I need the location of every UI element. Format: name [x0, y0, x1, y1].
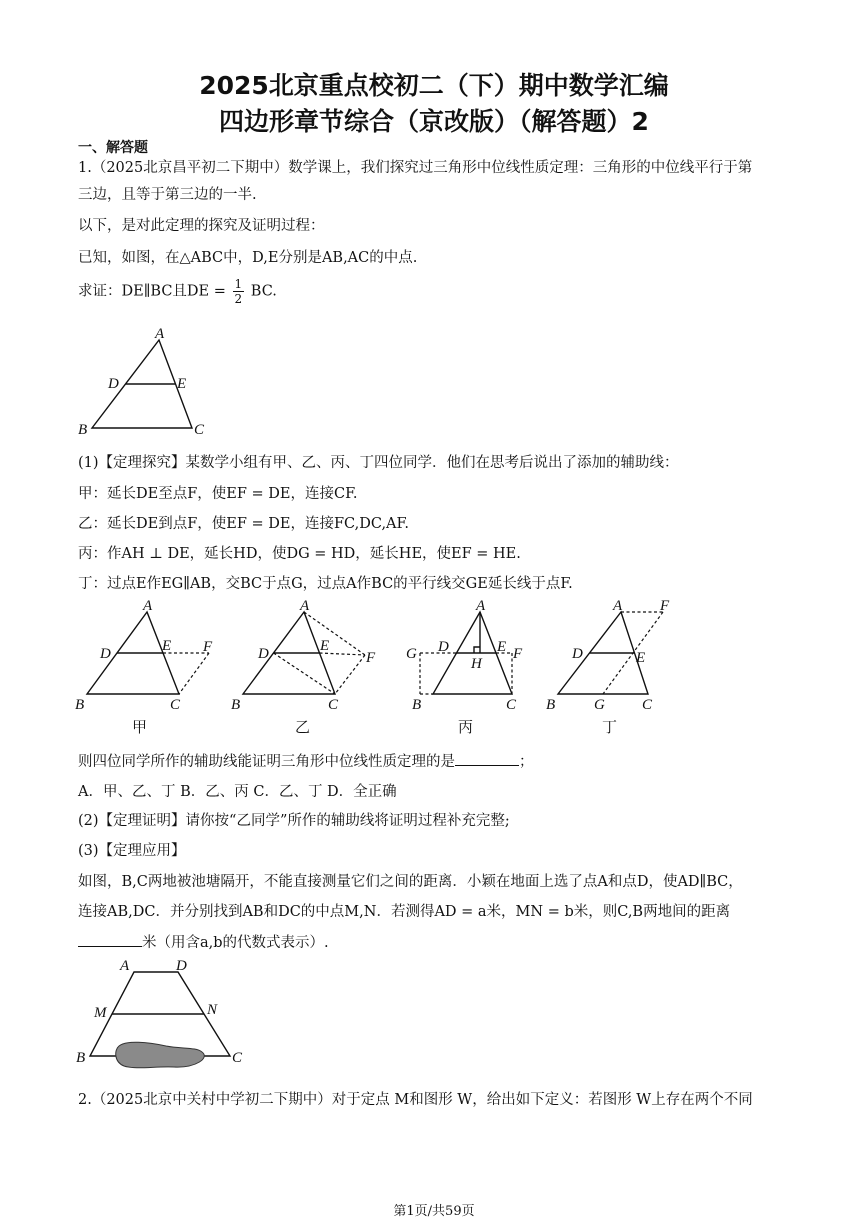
q1-line1: 1.（2025北京昌平初二下期中）数学课上，我们探究过三角形中位线性质定理：三角形的中位线平行于第: [78, 160, 753, 176]
jia-label-c: C: [170, 697, 181, 713]
ask-end: ；: [519, 754, 534, 770]
ding-label-f: F: [660, 598, 670, 614]
bing-label-a: A: [476, 598, 486, 614]
caption-ding: 丁: [602, 718, 618, 736]
label-c: C: [194, 422, 205, 438]
ding-label-b: B: [546, 697, 556, 713]
bing-label-f: F: [513, 646, 523, 662]
fraction-half: [233, 277, 245, 306]
q1-part1-title: (1)【定理探究】某数学小组有甲、乙、丙、丁四位同学．他们在思考后说出了添加的辅助线：: [78, 455, 679, 471]
caption-jia: 甲: [132, 718, 148, 736]
label-a: A: [155, 326, 165, 342]
page-footer: 第1页/共59页: [393, 1204, 475, 1219]
pond-shape: [116, 1042, 205, 1068]
q1-app1: 如图，B,C两地被池塘隔开，不能直接测量它们之间的距离．小颖在地面上选了点A和点D，使AD∥BC，: [78, 874, 743, 890]
caption-yi: 乙: [295, 718, 311, 736]
pond-label-n: N: [207, 1002, 218, 1018]
yi-label-e: E: [320, 638, 330, 654]
q1-bing: 丙：作AH ⊥ DE，延长HD，使DG = HD，延长HE，使EF = HE.: [78, 546, 521, 562]
bing-label-d: D: [438, 639, 449, 655]
prove-suffix: BC.: [250, 283, 277, 300]
yi-label-a: A: [300, 598, 310, 614]
q1-ask: [78, 750, 534, 771]
jia-label-d: D: [100, 646, 111, 662]
ding-label-e: E: [636, 650, 646, 666]
jia-label-a: A: [143, 598, 153, 614]
ding-label-c: C: [642, 697, 653, 713]
q1-known: 已知，如图，在△ABC中，D,E分别是AB,AC的中点.: [78, 250, 418, 266]
q1-prove: [78, 277, 277, 306]
label-d: D: [108, 376, 119, 392]
bing-label-h: H: [471, 656, 482, 672]
q1-line3: 以下，是对此定理的探究及证明过程：: [78, 218, 325, 234]
q1-jia: 甲：延长DE至点F，使EF = DE，连接CF.: [78, 486, 358, 502]
figure-triangle-midline: [70, 322, 220, 440]
pond-label-c: C: [232, 1050, 243, 1066]
caption-bing: 丙: [458, 718, 474, 736]
q1-app2: 连接AB,DC．并分别找到AB和DC的中点M,N．若测得AD = a米，MN = b米，则C,B两地间的距离: [78, 904, 731, 920]
pond-label-d: D: [176, 958, 187, 974]
yi-label-f: F: [366, 650, 376, 666]
bing-label-e: E: [497, 639, 507, 655]
pond-label-m: M: [94, 1005, 107, 1021]
prove-prefix: 求证：DE∥BC且DE =: [78, 283, 226, 300]
distance-blank: [78, 934, 142, 947]
yi-label-b: B: [231, 697, 241, 713]
ding-label-g: G: [594, 697, 605, 713]
bing-label-c: C: [506, 697, 517, 713]
q1-options: A．甲、乙、丁 B．乙、丙 C．乙、丁 D．全正确: [78, 784, 397, 800]
pond-label-a: A: [120, 958, 130, 974]
app3-text: 米（用含a,b的代数式表示）.: [142, 935, 329, 951]
figure-pond-trapezoid: [70, 954, 260, 1074]
q1-ding: 丁：过点E作EG∥AB，交BC于点G，过点A作BC的平行线交GE延长线于点F.: [78, 576, 573, 592]
fraction-numerator: 1: [234, 277, 243, 291]
q1-part3: (3)【定理应用】: [78, 843, 186, 859]
yi-label-d: D: [258, 646, 269, 662]
q2-line1: 2.（2025北京中关村中学初二下期中）对于定点 M和图形 W，给出如下定义：若图形 W上存在两个不同: [78, 1092, 753, 1108]
answer-blank: [455, 753, 519, 766]
ding-label-d: D: [572, 646, 583, 662]
bing-label-b: B: [412, 697, 422, 713]
fraction-denominator: 2: [234, 292, 243, 306]
page-title-line2: 四边形章节综合（京改版）（解答题）2: [219, 107, 649, 136]
jia-label-b: B: [75, 697, 85, 713]
q1-yi: 乙：延长DE到点F，使EF = DE，连接FC,DC,AF.: [78, 516, 409, 532]
yi-label-c: C: [328, 697, 339, 713]
page-title-line1: 2025北京重点校初二（下）期中数学汇编: [199, 71, 669, 100]
ding-label-a: A: [613, 598, 623, 614]
pond-label-b: B: [76, 1050, 86, 1066]
jia-label-f: F: [203, 639, 213, 655]
ask-text: 则四位同学所作的辅助线能证明三角形中位线性质定理的是: [78, 754, 455, 770]
q1-part2: (2)【定理证明】请你按“乙同学”所作的辅助线将证明过程补充完整;: [78, 813, 510, 829]
bing-label-g: G: [406, 646, 417, 662]
q1-line2: 三边，且等于第三边的一半.: [78, 187, 257, 203]
section-heading: 一、解答题: [78, 140, 148, 156]
figure-constructions: [70, 598, 810, 740]
label-e: E: [177, 376, 187, 392]
jia-label-e: E: [162, 638, 172, 654]
q1-app3: [78, 931, 329, 952]
label-b: B: [78, 422, 88, 438]
